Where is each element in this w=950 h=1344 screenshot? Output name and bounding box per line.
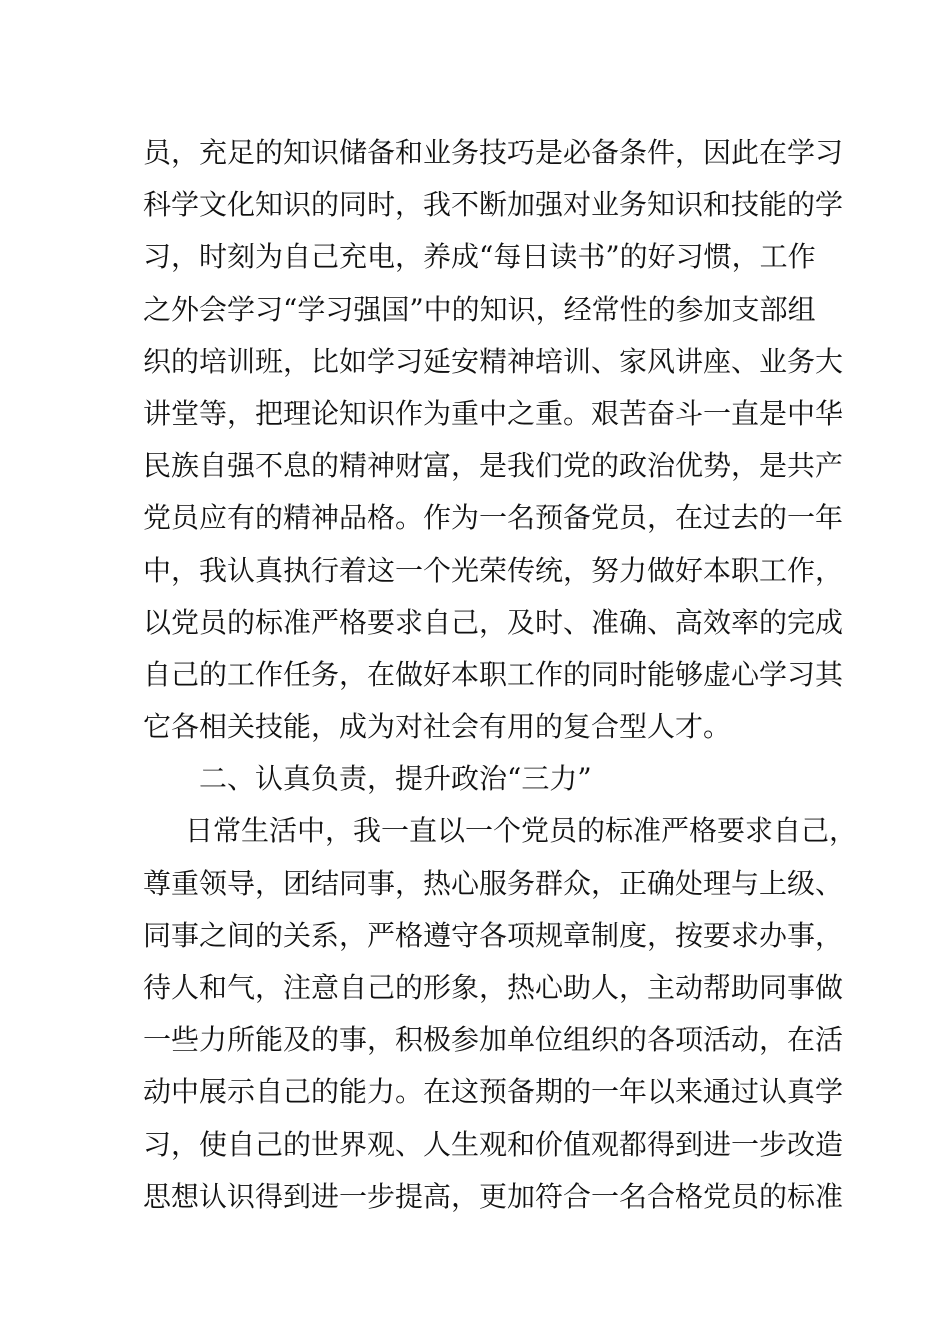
text-line: 织的培训班，比如学习延安精神培训、家风讲座、业务大 <box>143 344 844 378</box>
text-line: 党员应有的精神品格。作为一名预备党员，在过去的一年 <box>143 501 844 535</box>
text-line: 科学文化知识的同时，我不断加强对业务知识和技能的学 <box>143 188 844 222</box>
text-line: 一些力所能及的事，积极参加单位组织的各项活动，在活 <box>143 1023 844 1057</box>
text-line: 讲堂等，把理论知识作为重中之重。艰苦奋斗一直是中华 <box>143 396 844 430</box>
text-line: 尊重领导，团结同事，热心服务群众，正确处理与上级、 <box>143 866 844 900</box>
text-line: 待人和气，注意自己的形象，热心助人，主动帮助同事做 <box>143 971 844 1004</box>
text-line: 之外会学习“学习强国”中的知识，经常性的参加支部组 <box>143 292 816 326</box>
paragraph-end-line: 它各相关技能，成为对社会有用的复合型人才。 <box>143 710 732 744</box>
text-line: 中，我认真执行着这一个光荣传统，努力做好本职工作， <box>143 553 844 587</box>
body-text <box>143 127 858 1223</box>
text-line: 思想认识得到进一步提高，更加符合一名合格党员的标准 <box>143 1179 844 1213</box>
text-line: 习，使自己的世界观、人生观和价值观都得到进一步改造 <box>143 1127 844 1161</box>
text-line: 自己的工作任务，在做好本职工作的同时能够虚心学习其 <box>143 657 844 691</box>
text-line: 动中展示自己的能力。在这预备期的一年以来通过认真学 <box>143 1075 844 1109</box>
text-line: 民族自强不息的精神财富，是我们党的政治优势，是共产 <box>143 449 844 483</box>
text-line: 以党员的标准严格要求自己，及时、准确、高效率的完成 <box>143 605 844 639</box>
paragraph-first-line: 日常生活中，我一直以一个党员的标准严格要求自己， <box>185 814 858 848</box>
text-line: 同事之间的关系，严格遵守各项规章制度，按要求办事， <box>143 918 844 952</box>
section-heading: 二、认真负责，提升政治“三力” <box>199 762 592 796</box>
text-line: 员，充足的知识储备和业务技巧是必备条件，因此在学习 <box>143 136 844 169</box>
text-line: 习，时刻为自己充电，养成“每日读书”的好习惯，工作 <box>143 240 816 274</box>
